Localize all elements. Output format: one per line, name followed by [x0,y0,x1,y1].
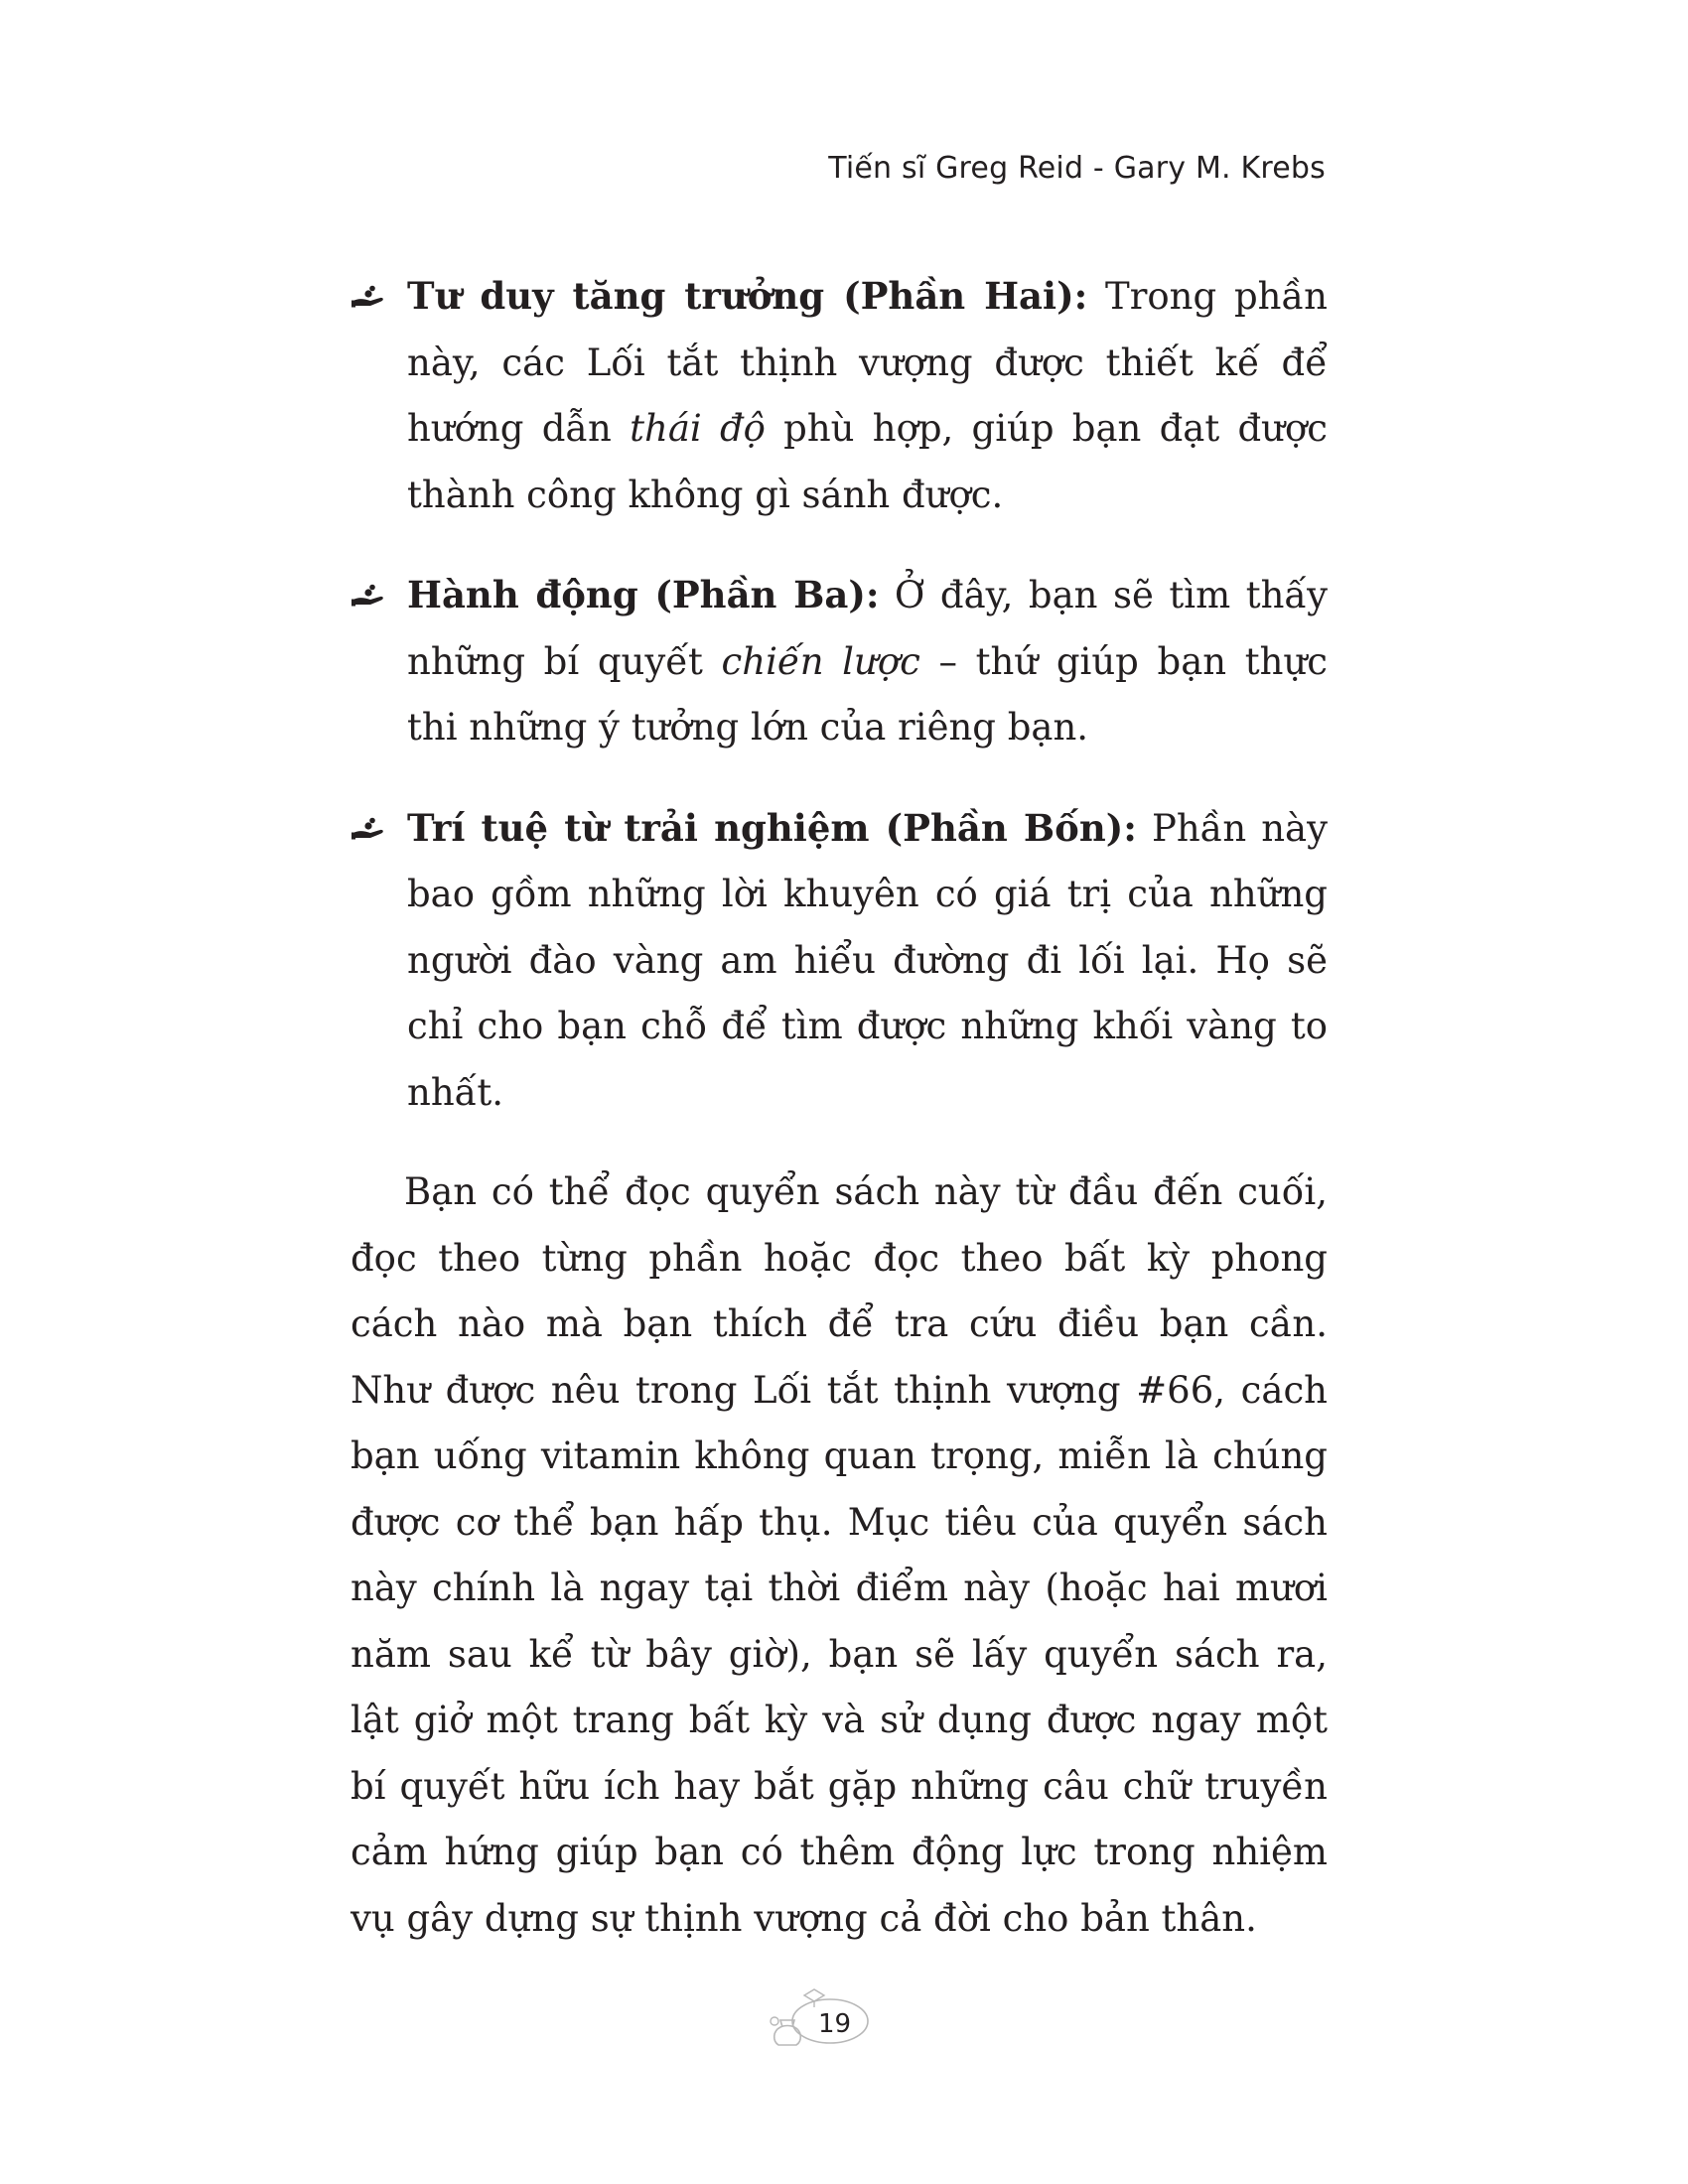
bullet-title: Hành động (Phần Ba): [407,573,880,616]
bullet-title: Tư duy tăng trưởng (Phần Hai): [407,274,1088,318]
hand-offering-icon [351,815,386,843]
page-footer [765,1985,874,2055]
body-paragraph: Bạn có thể đọc quyển sách này từ đầu đến cuối, đọc theo từng phần hoặc đọc theo bất kỳ phong cách nào mà bạn thích để tra cứu điều bạn cần. Như được nêu trong Lối tắt thịnh vượng #66, cách bạn uống vitamin không quan trọng, miễn là chúng được cơ thể bạn hấp thụ. Mục tiêu của quyển sách này chính là ngay tại thời điểm này (hoặc hai mươi năm sau kể từ bây giờ), bạn sẽ lấy quyển sách ra, lật giở một trang bất kỳ và sử dụng được ngay một bí quyết hữu ích hay bắt gặp những câu chữ truyền cảm hứng giúp bạn có thêm động lực trong nhiệm vụ gây dựng sự thịnh vượng cả đời cho bản thân. [351,1170,1328,1940]
bullet-emphasis: thái độ [630,407,766,450]
list-item [351,562,1328,761]
hand-offering-icon [351,582,386,610]
running-header: Tiến sĩ Greg Reid - Gary M. Krebs [828,151,1326,186]
bullet-text: – thứ giúp bạn thực thi những ý tưởng lớn của riêng bạn. [407,639,1328,749]
bullet-text: Ở đây, bạn sẽ tìm thấy những bí quyết [407,574,1329,683]
page-number: 19 [818,2009,852,2039]
bullet-emphasis: chiến lược [721,639,920,683]
hand-offering-icon [351,283,386,311]
bullet-list [351,263,1328,1126]
bullet-text: Trong phần này, các Lối tắt thịnh vượng được thiết kế để hướng dẫn [407,275,1328,450]
bullet-text: phù hợp, giúp bạn đạt được thành công không gì sánh được. [407,407,1328,516]
bullet-text: Phần này bao gồm những lời khuyên có giá trị của những người đào vàng am hiểu đường đi lối lại. Họ sẽ chỉ cho bạn chỗ để tìm được những khối vàng to nhất. [407,806,1329,1114]
page-body [351,263,1328,1952]
list-item [351,263,1328,528]
list-item [351,795,1328,1127]
bullet-title: Trí tuệ từ trải nghiệm (Phần Bốn): [407,805,1137,850]
